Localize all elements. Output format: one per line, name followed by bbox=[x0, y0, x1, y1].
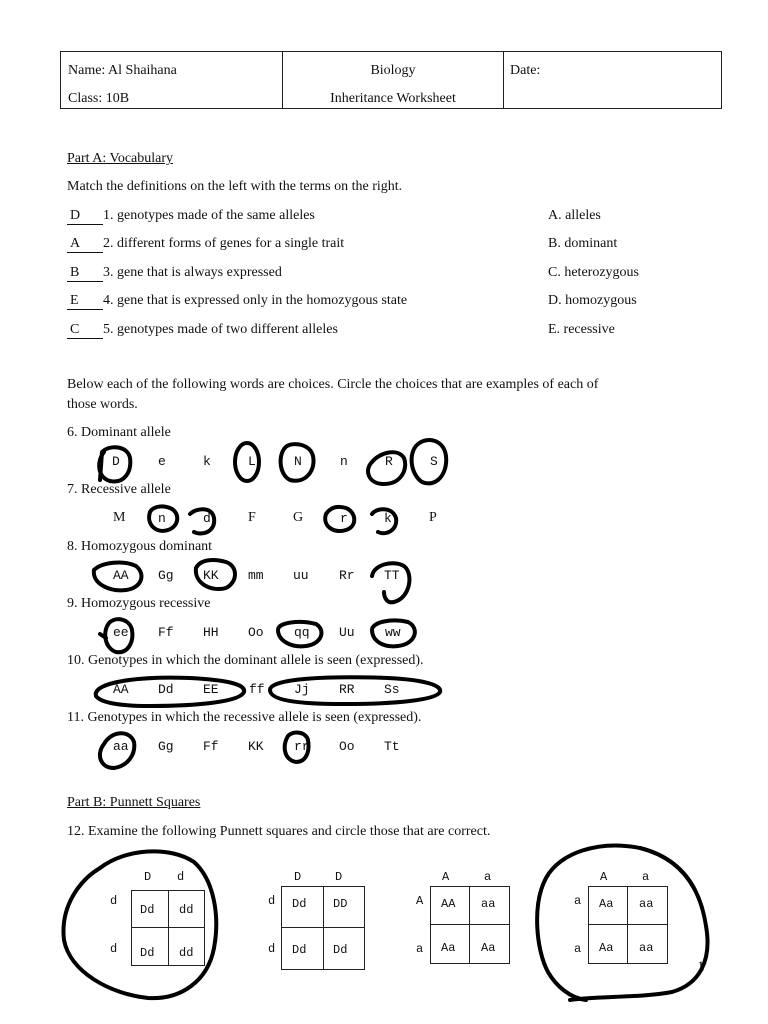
side-allele: d bbox=[110, 894, 118, 908]
side-allele: a bbox=[574, 894, 582, 908]
choice[interactable]: KK bbox=[248, 739, 264, 754]
side-allele: d bbox=[268, 894, 276, 908]
side-allele: A bbox=[416, 894, 424, 908]
punnett-grid bbox=[430, 886, 510, 964]
side-allele: a bbox=[574, 942, 582, 956]
subject: Biology bbox=[370, 63, 416, 78]
side-allele: d bbox=[268, 942, 276, 956]
choice[interactable]: HH bbox=[203, 625, 219, 640]
term: A. alleles bbox=[548, 208, 601, 223]
side-allele: d bbox=[110, 942, 118, 956]
choice[interactable]: TT bbox=[384, 568, 400, 583]
choice[interactable]: ee bbox=[113, 625, 129, 640]
student-class: Class: 10B bbox=[68, 91, 130, 106]
choice[interactable]: F bbox=[248, 510, 256, 525]
offspring-cell: dd bbox=[179, 946, 194, 960]
choice[interactable]: k bbox=[203, 454, 211, 469]
vocab-item bbox=[67, 236, 344, 253]
question-label: 10. Genotypes in which the dominant allele is seen (expressed). bbox=[67, 653, 424, 668]
question-12: 12. Examine the following Punnett squares and circle those that are correct. bbox=[67, 824, 491, 839]
choice[interactable]: e bbox=[158, 454, 166, 469]
choice[interactable]: Oo bbox=[339, 739, 355, 754]
vocab-item bbox=[67, 322, 338, 339]
definition: 3. gene that is always expressed bbox=[103, 265, 282, 280]
choice[interactable]: P bbox=[429, 510, 437, 525]
offspring-cell: aa bbox=[639, 941, 654, 955]
circle-instructions-cont: those words. bbox=[67, 397, 138, 412]
student-name: Name: Al Shaihana bbox=[68, 63, 177, 78]
choice[interactable]: M bbox=[113, 510, 126, 525]
choice[interactable]: AA bbox=[113, 682, 129, 697]
top-allele: A bbox=[442, 870, 450, 884]
choice[interactable]: Dd bbox=[158, 682, 174, 697]
offspring-cell: Aa bbox=[599, 897, 614, 911]
top-allele: D bbox=[335, 870, 343, 884]
choice[interactable]: AA bbox=[113, 568, 129, 583]
choice[interactable]: Gg bbox=[158, 739, 174, 754]
choice[interactable]: r bbox=[340, 511, 348, 526]
choice[interactable]: k bbox=[384, 511, 392, 526]
choice[interactable]: Tt bbox=[384, 739, 400, 754]
choice[interactable]: uu bbox=[293, 568, 309, 583]
question-label: 11. Genotypes in which the recessive allele is seen (expressed). bbox=[67, 710, 422, 725]
part-a-title: Part A: Vocabulary bbox=[67, 151, 174, 166]
offspring-cell: DD bbox=[333, 897, 348, 911]
question-label: 7. Recessive allele bbox=[67, 482, 171, 497]
top-allele: a bbox=[642, 870, 650, 884]
top-allele: a bbox=[484, 870, 492, 884]
offspring-cell: Dd bbox=[333, 943, 348, 957]
vocab-item bbox=[67, 293, 407, 310]
offspring-cell: Aa bbox=[441, 941, 456, 955]
definition: 5. genotypes made of two different alleles bbox=[103, 322, 338, 337]
offspring-cell: AA bbox=[441, 897, 456, 911]
choice[interactable]: d bbox=[203, 511, 211, 526]
definition: 4. gene that is expressed only in the homozygous state bbox=[103, 293, 408, 308]
choice[interactable]: G bbox=[293, 510, 304, 525]
question-label: 9. Homozygous recessive bbox=[67, 596, 211, 611]
side-allele: a bbox=[416, 942, 424, 956]
vocab-item bbox=[67, 265, 282, 282]
header-table bbox=[60, 51, 722, 109]
divider bbox=[503, 52, 504, 108]
definition: 2. different forms of genes for a single trait bbox=[103, 236, 345, 251]
circle-mark bbox=[412, 440, 447, 483]
offspring-cell: aa bbox=[639, 897, 654, 911]
question-label: 8. Homozygous dominant bbox=[67, 539, 213, 554]
choice[interactable]: rr bbox=[294, 739, 310, 754]
choice[interactable]: ff bbox=[249, 682, 265, 697]
part-b-title: Part B: Punnett Squares bbox=[67, 795, 201, 810]
definition: 1. genotypes made of the same alleles bbox=[103, 208, 315, 223]
offspring-cell: Aa bbox=[599, 941, 614, 955]
term: E. recessive bbox=[548, 322, 615, 337]
choice[interactable]: EE bbox=[203, 682, 219, 697]
choice[interactable]: RR bbox=[339, 682, 355, 697]
top-allele: A bbox=[600, 870, 608, 884]
offspring-cell: Dd bbox=[292, 897, 307, 911]
answer-blank[interactable]: C bbox=[67, 322, 103, 339]
top-allele: d bbox=[177, 870, 185, 884]
term: C. heterozygous bbox=[548, 265, 639, 280]
top-allele: D bbox=[144, 870, 152, 884]
offspring-cell: Dd bbox=[292, 943, 307, 957]
answer-blank[interactable]: B bbox=[67, 265, 103, 282]
choice[interactable]: Jj bbox=[294, 682, 310, 697]
question-label: 6. Dominant allele bbox=[67, 425, 171, 440]
choice[interactable]: Ff bbox=[158, 625, 174, 640]
choice[interactable]: mm bbox=[248, 568, 264, 583]
term: D. homozygous bbox=[548, 293, 637, 308]
choice[interactable]: S bbox=[430, 454, 438, 469]
choice[interactable]: Ff bbox=[203, 739, 219, 754]
offspring-cell: Dd bbox=[140, 946, 155, 960]
choice[interactable]: Rr bbox=[339, 568, 355, 583]
answer-blank[interactable]: D bbox=[67, 208, 103, 225]
choice[interactable]: n bbox=[158, 511, 166, 526]
choice[interactable]: Oo bbox=[248, 625, 264, 640]
term: B. dominant bbox=[548, 236, 618, 251]
punnett-grid bbox=[281, 886, 365, 970]
choice[interactable]: aa bbox=[113, 739, 129, 754]
page-number: 1 bbox=[697, 959, 705, 975]
choice[interactable]: ww bbox=[385, 625, 401, 640]
choice[interactable]: Uu bbox=[339, 625, 355, 640]
choice[interactable]: n bbox=[340, 454, 348, 469]
punnett-grid bbox=[131, 890, 205, 966]
offspring-cell: Aa bbox=[481, 941, 496, 955]
choice[interactable]: Gg bbox=[158, 568, 174, 583]
offspring-cell: aa bbox=[481, 897, 496, 911]
choice[interactable]: R bbox=[385, 454, 393, 469]
vocab-item bbox=[67, 208, 315, 225]
part-a-instruction: Match the definitions on the left with the terms on the right. bbox=[67, 179, 403, 194]
answer-blank[interactable]: E bbox=[67, 293, 103, 310]
choice[interactable]: qq bbox=[294, 625, 310, 640]
choice[interactable]: D bbox=[112, 454, 120, 469]
answer-blank[interactable]: A bbox=[67, 236, 103, 253]
offspring-cell: dd bbox=[179, 903, 194, 917]
choice[interactable]: KK bbox=[203, 568, 219, 583]
offspring-cell: Dd bbox=[140, 903, 155, 917]
choice[interactable]: N bbox=[294, 454, 302, 469]
punnett-grid bbox=[588, 886, 668, 964]
top-allele: D bbox=[294, 870, 302, 884]
choice[interactable]: L bbox=[248, 454, 256, 469]
choice[interactable]: Ss bbox=[384, 682, 400, 697]
worksheet-title: Inheritance Worksheet bbox=[330, 91, 456, 106]
date-field: Date: bbox=[510, 63, 541, 78]
circle-instructions: Below each of the following words are choices. Circle the choices that are examples of each of bbox=[67, 377, 599, 392]
